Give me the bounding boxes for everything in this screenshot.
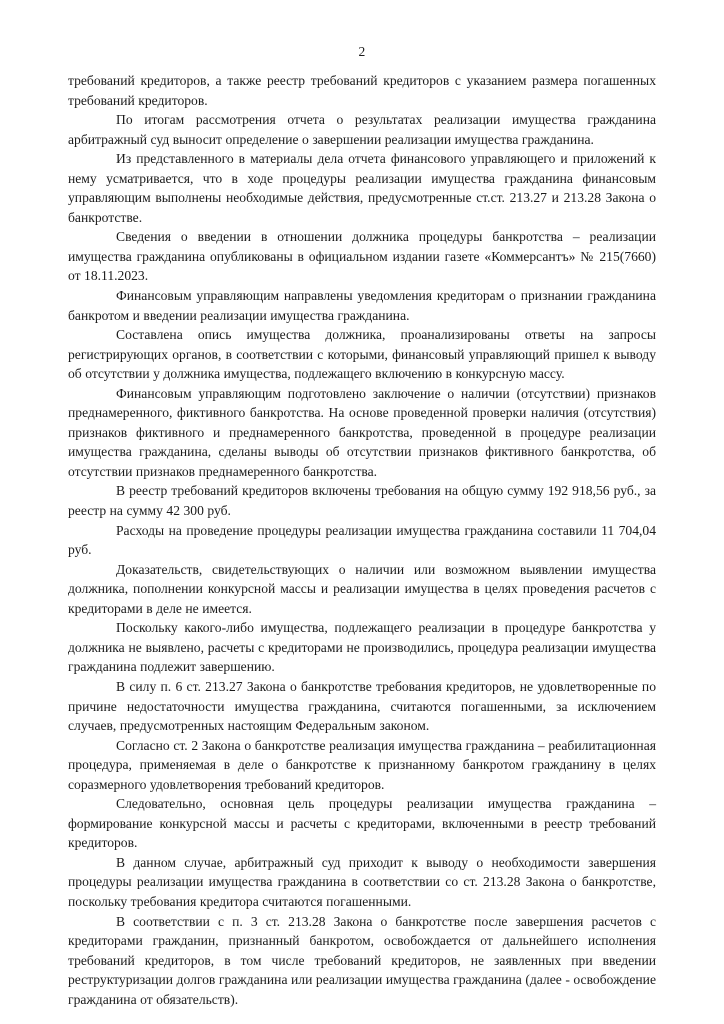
paragraph: Согласно ст. 2 Закона о банкротстве реализация имущества гражданина – реабилитационная процедура, применяемая в деле о банкротстве к признанному банкротом гражданину в целях соразмерного удовлетворения требований кредиторов. <box>68 737 656 792</box>
page-number: 2 <box>358 44 366 59</box>
paragraph: Финансовым управляющим подготовлено заключение о наличии (отсутствии) признаков преднамеренного, фиктивного банкротства. На основе проведенной проверки наличия (отсутствия) признаков фиктивного и преднамеренного банкротства, проведенной в процедуре реализации имущества гражданина, сделаны выводы об отсутствии признаков фиктивного банкротства, об отсутствии признаков преднамеренного банкротства. <box>68 385 656 479</box>
paragraph: требований кредиторов, а также реестр требований кредиторов с указанием размера погашенных требований кредиторов. <box>68 73 656 108</box>
paragraph: Финансовым управляющим направлены уведомления кредиторам о признании гражданина банкротом и введении реализации имущества гражданина. <box>68 288 656 323</box>
paragraph: По итогам рассмотрения отчета о результатах реализации имущества гражданина арбитражный суд выносит определение о завершении реализации имущества гражданина. <box>68 112 656 147</box>
paragraph: Из представленного в материалы дела отчета финансового управляющего и приложений к нему усматривается, что в ходе процедуры реализации имущества гражданина финансовым управляющим выполнены необходимые действия, предусмотренные ст.ст. 213.27 и 213.28 Закона о банкротстве. <box>68 151 656 225</box>
paragraph: В соответствии с п. 3 ст. 213.28 Закона о банкротстве после завершения расчетов с кредиторами гражданин, признанный банкротом, освобождается от дальнейшего исполнения требований кредиторов, в том числе требований кредиторов, не заявленных при введении реструктуризации долгов гражданина или реализации имущества гражданина (далее - освобождение гражданина от обязательств). <box>68 913 656 1007</box>
document-body <box>68 71 656 1009</box>
paragraph: Поскольку какого-либо имущества, подлежащего реализации в процедуре банкротства у должника не выявлено, расчеты с кредиторами не производились, процедура реализации имущества гражданина подлежит завершению. <box>68 620 656 675</box>
paragraph: В силу п. 6 ст. 213.27 Закона о банкротстве требования кредиторов, не удовлетворенные по причине недостаточности имущества гражданина, считаются погашенными, за исключением случаев, предусмотренных настоящим Федеральным законом. <box>68 678 656 734</box>
paragraph: В реестр требований кредиторов включены требования на общую сумму 192 918,56 руб., за реестр на сумму 42 300 руб. <box>68 483 656 519</box>
paragraph: Расходы на проведение процедуры реализации имущества гражданина составили 11 704,04 руб. <box>68 522 656 558</box>
paragraph: Доказательств, свидетельствующих о наличии или возможном выявлении имущества должника, пополнении конкурсной массы и реализации имущества в целях проведения расчетов с кредиторами в деле не имеется. <box>68 561 656 616</box>
paragraph: Сведения о введении в отношении должника процедуры банкротства – реализации имущества гражданина опубликованы в официальном издании газете «Коммерсантъ» № 215(7660) от 18.11.2023. <box>68 229 656 284</box>
paragraph: Составлена опись имущества должника, проанализированы ответы на запросы регистрирующих органов, в соответствии с которыми, финансовый управляющий пришел к выводу об отсутствии у должника имущества, подлежащего включению в конкурсную массу. <box>68 327 656 382</box>
paragraph: В данном случае, арбитражный суд приходит к выводу о необходимости завершения процедуры реализации имущества гражданина в соответствии со ст. 213.28 Закона о банкротстве, поскольку требования кредитора считаются погашенными. <box>68 854 656 909</box>
paragraph: Следовательно, основная цель процедуры реализации имущества гражданина – формирование конкурсной массы и расчеты с кредиторами, включенными в реестр требований кредиторов. <box>68 796 656 851</box>
